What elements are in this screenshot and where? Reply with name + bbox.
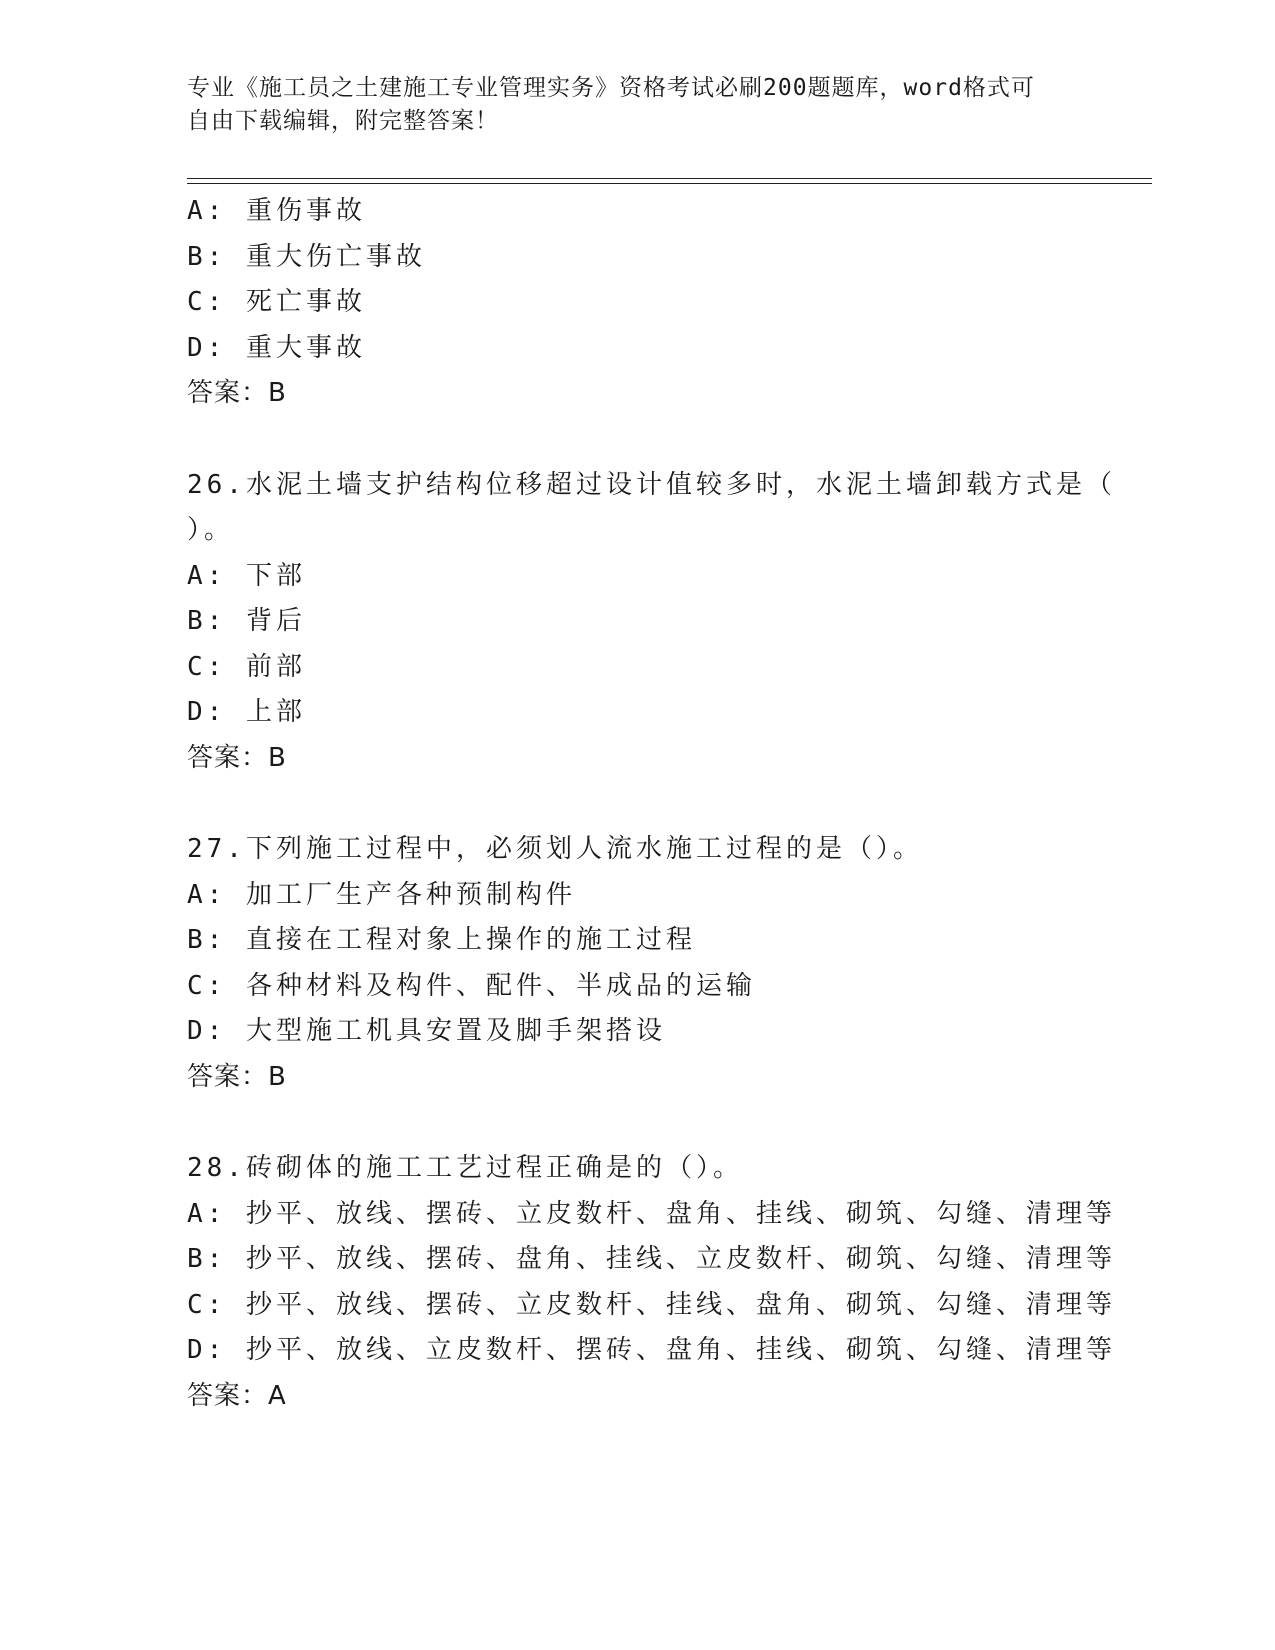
option-b: B: 直接在工程对象上操作的施工过程 [187, 925, 696, 955]
question-block-27 [187, 827, 1147, 1100]
option-d: D: 抄平、放线、立皮数杆、摆砖、盘角、挂线、砌筑、勾缝、清理等 [187, 1335, 1116, 1365]
option-c: C: 死亡事故 [187, 287, 366, 317]
header-divider-top [187, 178, 1152, 179]
answer-line: 答案：B [187, 1061, 287, 1092]
header-divider-bottom [187, 183, 1152, 184]
option-d: D: 大型施工机具安置及脚手架搭设 [187, 1016, 666, 1046]
question-list [187, 189, 1147, 1419]
option-b: B: 重大伤亡事故 [187, 241, 426, 272]
question-spacer [187, 1100, 1147, 1146]
option-a: A: 抄平、放线、摆砖、立皮数杆、盘角、挂线、砌筑、勾缝、清理等 [187, 1198, 1116, 1229]
question-stem: 27.下列施工过程中，必须划人流水施工过程的是（）。 [187, 834, 923, 864]
question-block-28 [187, 1146, 1147, 1419]
question-spacer [187, 417, 1147, 463]
option-c: C: 各种材料及构件、配件、半成品的运输 [187, 970, 756, 1001]
option-c: C: 前部 [187, 651, 306, 682]
question-block-25 [187, 189, 1147, 417]
question-stem: 26.水泥土墙支护结构位移超过设计值较多时，水泥土墙卸载方式是（ [187, 469, 1116, 500]
option-d: D: 上部 [187, 697, 306, 727]
option-d: D: 重大事故 [187, 332, 366, 363]
answer-line: 答案：B [187, 378, 287, 408]
document-header [187, 72, 1087, 138]
option-a: A: 重伤事故 [187, 196, 366, 226]
answer-line: 答案：A [187, 1380, 287, 1411]
header-line-2: 自由下载编辑，附完整答案！ [187, 108, 499, 134]
answer-line: 答案：B [187, 742, 287, 773]
question-block-26 [187, 463, 1147, 782]
question-stem-continued: ）。 [187, 515, 235, 545]
option-a: A: 下部 [187, 560, 306, 591]
option-a: A: 加工厂生产各种预制构件 [187, 879, 576, 910]
question-stem: 28.砖砌体的施工工艺过程正确是的（）。 [187, 1153, 743, 1183]
header-line-1: 专业《施工员之土建施工专业管理实务》资格考试必刷200题题库，word格式可 [187, 75, 1035, 101]
question-spacer [187, 781, 1147, 827]
option-c: C: 抄平、放线、摆砖、立皮数杆、挂线、盘角、砌筑、勾缝、清理等 [187, 1289, 1116, 1320]
option-b: B: 抄平、放线、摆砖、盘角、挂线、立皮数杆、砌筑、勾缝、清理等 [187, 1244, 1116, 1274]
option-b: B: 背后 [187, 606, 306, 636]
